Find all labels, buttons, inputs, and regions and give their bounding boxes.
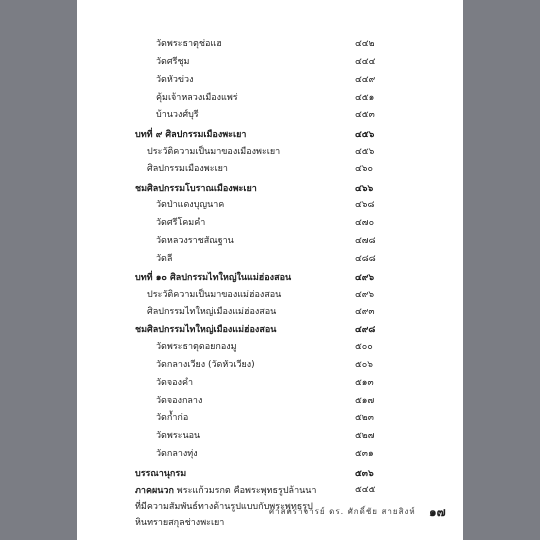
toc-entry [77,216,463,231]
toc-entry [77,198,463,213]
toc-entry-page: ๔๕๓ [355,110,375,120]
toc-entry [77,447,463,462]
toc-entry-label: คุ้มเจ้าหลวงเมืองแพร่ [156,93,238,103]
toc-entry-page: ๔๙๖ [355,273,375,283]
footer-author: ศาสตราจารย์ ดร. ศักดิ์ชัย สายสิงห์ [269,507,416,516]
toc-entry-label: วัดก้ำก่อ [156,413,189,423]
toc-entry-label: บทที่ ๑๐ ศิลปกรรมไทใหญ่ในแม่ฮ่องสอน [135,273,292,283]
toc-entry [77,55,463,70]
toc-entry-label: ประวัติความเป็นมาของแม่ฮ่องสอน [147,290,282,300]
toc-entry [77,252,463,267]
toc-entry-page: ๔๘๘ [355,254,376,264]
toc-entry [77,323,463,338]
toc-entry-label: ภาคผนวก พระแก้วมรกต คือพระพุทธรูปล้านนาที่มีความสัมพันธ์ทางด้านรูปแบบกับพระพุทธรูปหินทรายสกุลช่างพะเยา [135,486,317,528]
toc-entry-page: ๔๔๔ [355,57,376,67]
toc-entry [77,37,463,52]
toc-entry [77,162,463,177]
toc-entry [77,288,463,303]
toc-entry-label: วัดป่าแดงบุญนาค [156,200,225,210]
toc-entry-page: ๕๐๖ [355,360,374,370]
toc-entry [77,271,463,286]
toc-entry-label: วัดหลวงราชสัณฐาน [156,236,234,246]
toc-entry-label: วัดพระธาตุดอยกองมู [156,342,237,352]
toc-entry-page: ๔๔๒ [355,39,375,49]
toc-entry-page: ๕๓๑ [355,449,374,459]
toc-entry [77,73,463,88]
toc-entry [77,467,463,482]
toc-entry-label: ชมศิลปกรรมไทใหญ่เมืองแม่ฮ่องสอน [135,325,277,335]
toc-entry-page: ๔๕๖ [355,130,375,140]
toc-entry [77,394,463,409]
toc-entry [77,411,463,426]
toc-entry [77,128,463,143]
toc-entry [77,340,463,355]
toc-entry-page: ๔๕๑ [355,93,375,103]
toc-entry-page: ๔๖๖ [355,184,374,194]
toc-entry-label: วัดจองคำ [156,378,194,388]
toc-entry-label: วัดศรีชุม [156,57,190,67]
toc-entry-label: ศิลปกรรมไทใหญ่เมืองแม่ฮ่องสอน [147,307,277,317]
toc-entry-page: ๔๙๖ [355,290,375,300]
toc-entry-page: ๔๙๓ [355,307,375,317]
toc-entry-label: บ้านวงศ์บุรี [156,110,199,120]
toc-entry-page: ๕๐๐ [355,342,373,352]
toc-entry-label: วัดลี [156,254,173,264]
toc-entry-label: ประวัติความเป็นมาของเมืองพะเยา [147,147,281,157]
toc-entry-label: วัดจองกลาง [156,396,203,406]
footer-page-number: ๑๗ [429,505,446,519]
toc-entry-label: ศิลปกรรมเมืองพะเยา [147,164,228,174]
toc-entry-label: วัดหัวข่วง [156,75,194,85]
table-of-contents [77,0,463,540]
toc-entry [77,376,463,391]
toc-entry [77,182,463,197]
toc-entry-page: ๔๖๐ [355,164,374,174]
toc-entry-page: ๔๔๙ [355,75,376,85]
toc-entry-label: วัดกลางทุ่ง [156,449,198,459]
toc-entry [77,145,463,160]
toc-entry-page: ๔๗๘ [355,236,376,246]
toc-entry [77,91,463,106]
toc-entry [77,108,463,123]
toc-entry-label: วัดพระนอน [156,431,201,441]
toc-entry-page: ๕๓๖ [355,469,374,479]
toc-entry-page: ๕๒๓ [355,413,374,423]
book-page [77,0,463,540]
toc-entry-page: ๕๑๗ [355,396,375,406]
page-footer [77,505,463,521]
toc-entry [77,305,463,320]
toc-entry-page: ๕๒๗ [355,431,375,441]
toc-entry-label: บรรณานุกรม [135,469,187,479]
toc-entry-label: ชมศิลปกรรมโบราณเมืองพะเยา [135,184,257,194]
toc-entry-page: ๔๕๖ [355,147,375,157]
toc-entry-page: ๔๗๐ [355,218,375,228]
toc-entry-page: ๕๑๓ [355,378,374,388]
toc-entry [77,429,463,444]
toc-entry-label: วัดศรีโคมคำ [156,218,206,228]
toc-entry-page: ๔๖๘ [355,200,375,210]
toc-entry-label: วัดกลางเวียง (วัดหัวเวียง) [156,360,255,370]
toc-entry-page: ๕๔๕ [355,485,376,495]
toc-entry-label: บทที่ ๙ ศิลปกรรมเมืองพะเยา [135,130,247,140]
toc-entry [77,358,463,373]
toc-entry-page: ๔๙๘ [355,325,376,335]
toc-entry-label: วัดพระธาตุช่อแฮ [156,39,222,49]
toc-entry [77,234,463,249]
